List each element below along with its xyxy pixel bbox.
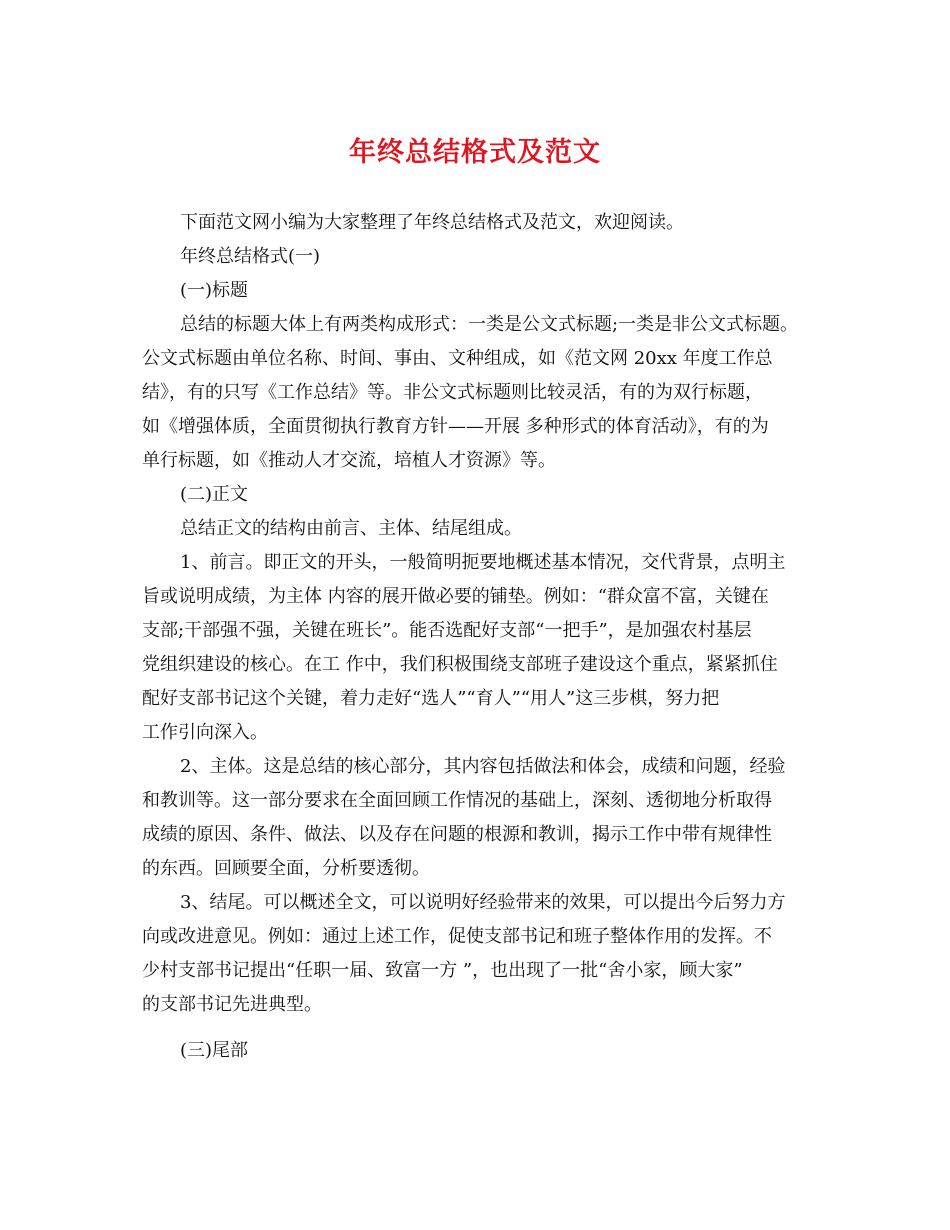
paragraph-line: 3、结尾。可以概述全文，可以说明好经验带来的效果，可以提出今后努力方 (180, 892, 786, 913)
paragraph-line: 向或改进意见。例如：通过上述工作，促使支部书记和班子整体作用的发挥。不 (142, 926, 772, 947)
paragraph-line: 如《增强体质，全面贯彻执行教育方针——开展 多种形式的体育活动》，有的为 (142, 416, 769, 437)
paragraph-line: 总结正文的结构由前言、主体、结尾组成。 (180, 518, 522, 539)
subheading-body: (二)正文 (180, 484, 249, 505)
paragraph-line: 少村支部书记提出“任职一届、致富一方 ”，也出现了一批“舍小家，顾大家” (142, 960, 743, 981)
paragraph-line: 2、主体。这是总结的核心部分，其内容包括做法和体会，成绩和问题，经验 (180, 756, 786, 777)
paragraph-line: 成绩的原因、条件、做法、以及存在问题的根源和教训，揭示工作中带有规律性 (142, 824, 772, 845)
document-body (142, 206, 822, 1068)
paragraph-line: 支部;干部强不强，关键在班长”。能否选配好支部“一把手”，是加强农村基层 (142, 620, 752, 641)
paragraph-line: 的东西。回顾要全面，分析要透彻。 (142, 858, 430, 879)
intro-paragraph: 下面范文网小编为大家整理了年终总结格式及范文，欢迎阅读。 (180, 212, 684, 233)
document-title: 年终总结格式及范文 (349, 137, 601, 168)
paragraph-line: 公文式标题由单位名称、时间、事由、文种组成，如《范文网 20xx 年度工作总 (142, 348, 773, 369)
subheading-ending: (三)尾部 (180, 1040, 249, 1061)
spacer (142, 1022, 822, 1034)
section-heading: 年终总结格式(一) (180, 246, 321, 267)
paragraph-line: 配好支部书记这个关键，着力走好“选人”“育人”“用人”这三步棋，努力把 (142, 688, 720, 709)
paragraph-line: 总结的标题大体上有两类构成形式：一类是公文式标题;一类是非公文式标题。 (180, 314, 799, 335)
paragraph-line: 的支部书记先进典型。 (142, 994, 322, 1015)
paragraph-line: 旨或说明成绩，为主体 内容的展开做必要的铺垫。例如：“群众富不富，关键在 (142, 586, 769, 607)
paragraph-line: 结》，有的只写《工作总结》等。非公文式标题则比较灵活，有的为双行标题， (142, 382, 763, 403)
paragraph-line: 工作引向深入。 (142, 722, 268, 743)
paragraph-line: 和教训等。这一部分要求在全面回顾工作情况的基础上，深刻、透彻地分析取得 (142, 790, 772, 811)
paragraph-line: 单行标题，如《推动人才交流，培植人才资源》等。 (142, 450, 556, 471)
subheading-title: (一)标题 (180, 280, 249, 301)
paragraph-line: 党组织建设的核心。在工 作中，我们积极围绕支部班子建设这个重点，紧紧抓住 (142, 654, 778, 675)
paragraph-line: 1、前言。即正文的开头，一般简明扼要地概述基本情况，交代背景，点明主 (180, 552, 786, 573)
